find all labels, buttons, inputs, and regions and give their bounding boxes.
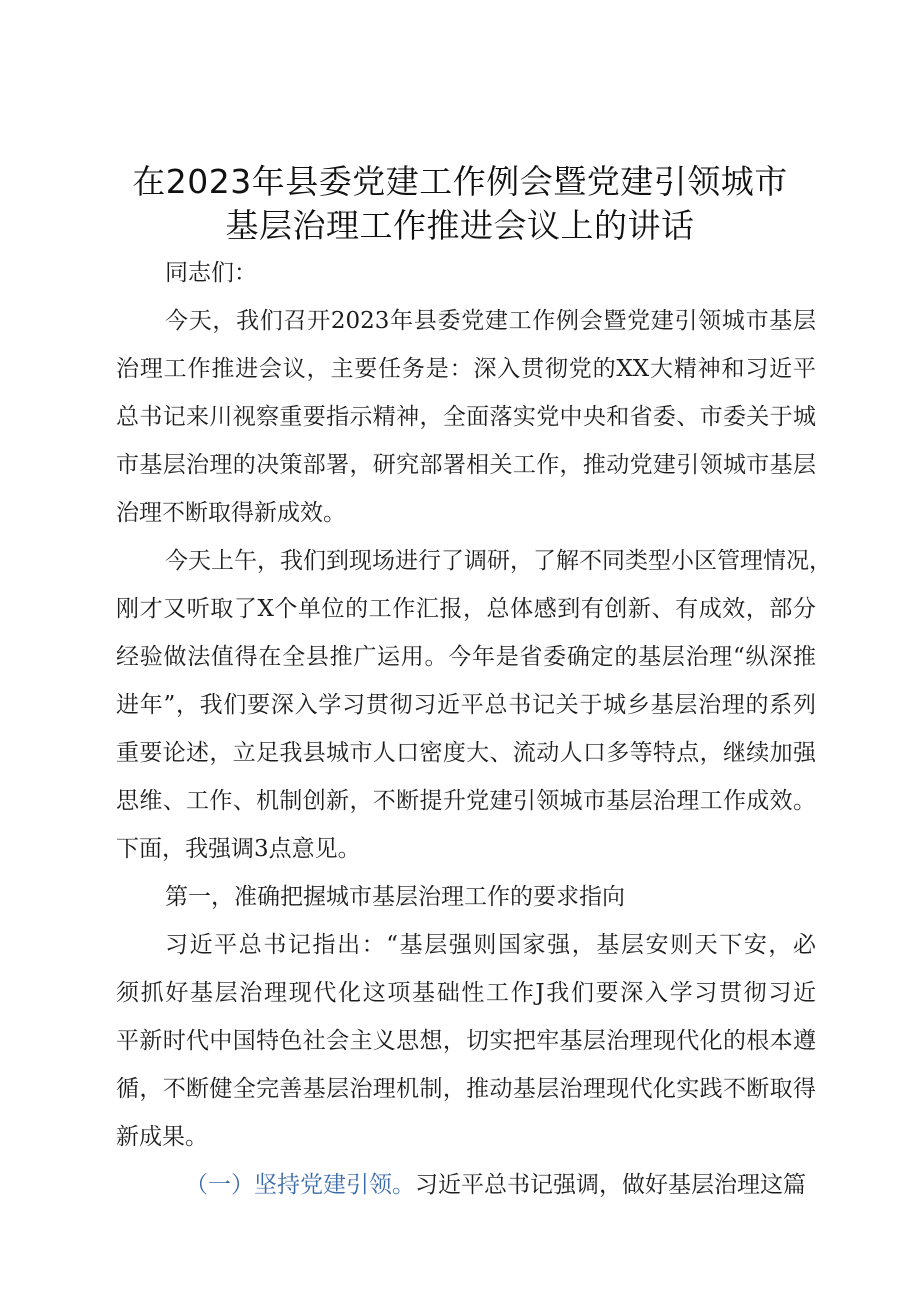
paragraph-2-line: 经验做法值得在全县推广运用。今年是省委确定的基层治理“纵深推 <box>116 644 816 670</box>
subsection-1-heading: （一）坚持党建引领。 <box>185 1172 415 1198</box>
paragraph-2-line: 下面，我强调3点意见。 <box>116 836 361 862</box>
paragraph-1-line: 市基层治理的决策部署，研究部署相关工作，推动党建引领城市基层 <box>116 452 816 478</box>
paragraph-2-line: 刚才又听取了X个单位的工作汇报，总体感到有创新、有成效，部分 <box>116 596 816 622</box>
section-1-heading: 第一，准确把握城市基层治理工作的要求指向 <box>165 884 625 910</box>
paragraph-3-line: 平新时代中国特色社会主义思想，切实把牢基层治理现代化的根本遵 <box>116 1028 816 1054</box>
paragraph-3-line: 须抓好基层治理现代化这项基础性工作J我们要深入学习贯彻习近 <box>116 980 816 1006</box>
subsection-1-line <box>185 1170 816 1200</box>
paragraph-1-line: 治理不断取得新成效。 <box>116 500 346 526</box>
document-title-line-2: 基层治理工作推进会议上的讲话 <box>225 206 695 245</box>
paragraph-2-line: 进年”，我们要深入学习贯彻习近平总书记关于城乡基层治理的系列 <box>116 692 816 718</box>
paragraph-1-line: 总书记来川视察重要指示精神，全面落实党中央和省委、市委关于城 <box>116 404 816 430</box>
paragraph-1-line: 今天，我们召开2023年县委党建工作例会暨党建引领城市基层 <box>165 308 816 334</box>
subsection-1-text: 习近平总书记强调，做好基层治理这篇 <box>415 1172 806 1198</box>
paragraph-2-line: 思维、工作、机制创新，不断提升党建引领城市基层治理工作成效。 <box>116 788 816 814</box>
paragraph-2-line: 今天上午，我们到现场进行了调研，了解不同类型小区管理情况， <box>165 548 832 574</box>
paragraph-3-line: 习近平总书记指出：“基层强则国家强，基层安则天下安，必 <box>165 932 816 958</box>
document-title-line-1: 在2023年县委党建工作例会暨党建引领城市 <box>132 162 788 201</box>
paragraph-1-line: 治理工作推进会议，主要任务是：深入贯彻党的XX大精神和习近平 <box>116 356 816 382</box>
paragraph-2-line: 重要论述，立足我县城市人口密度大、流动人口多等特点，继续加强 <box>116 740 816 766</box>
salutation: 同志们： <box>165 260 257 286</box>
paragraph-3-line: 新成果。 <box>116 1124 208 1150</box>
paragraph-3-line: 循，不断健全完善基层治理机制，推动基层治理现代化实践不断取得 <box>116 1076 816 1102</box>
